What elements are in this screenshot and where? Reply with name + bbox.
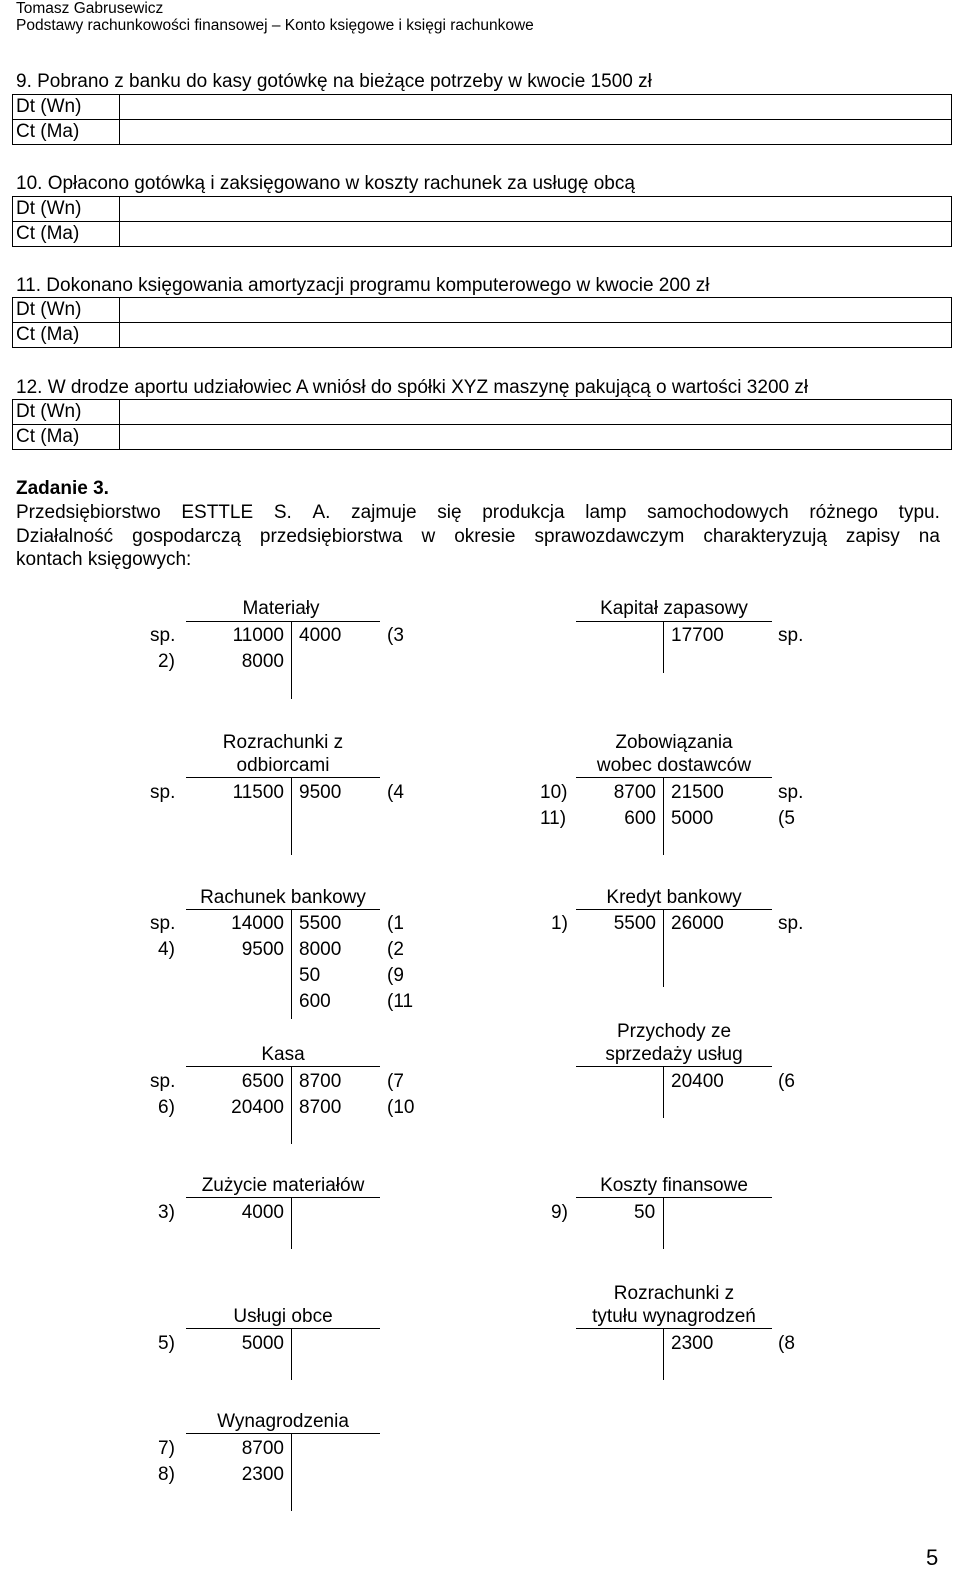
ct-label: Ct (Ma) bbox=[16, 426, 80, 447]
author-name: Tomasz Gabrusewicz bbox=[16, 0, 164, 17]
ct-label: Ct (Ma) bbox=[16, 223, 80, 244]
ct-label: Ct (Ma) bbox=[16, 121, 80, 142]
zadanie-line-2: Działalność gospodarczą przedsiębiorstwa w okresie sprawozdawczym charakteryzują zapisy na bbox=[16, 526, 940, 547]
zadanie-line-1: Przedsiębiorstwo ESTTLE S. A. zajmuje się produkcja lamp samochodowych różnego typu. bbox=[16, 502, 940, 523]
task-11-entry-table bbox=[12, 297, 952, 348]
task-9-entry-table bbox=[12, 94, 952, 145]
dt-label: Dt (Wn) bbox=[16, 299, 82, 320]
dt-label: Dt (Wn) bbox=[16, 96, 82, 117]
task-9-text: 9. Pobrano z banku do kasy gotówkę na bieżące potrzeby w kwocie 1500 zł bbox=[16, 71, 652, 92]
task-10-entry-table bbox=[12, 196, 952, 247]
zadanie-line-3: kontach księgowych: bbox=[16, 549, 192, 570]
zadanie-title: Zadanie 3. bbox=[16, 478, 109, 499]
task-12-text: 12. W drodze aportu udziałowiec A wniósł do spółki XYZ maszynę pakującą o wartości 3200 zł bbox=[16, 377, 809, 398]
dt-label: Dt (Wn) bbox=[16, 198, 82, 219]
document-subtitle: Podstawy rachunkowości finansowej – Konto księgowe i księgi rachunkowe bbox=[16, 17, 534, 34]
ct-label: Ct (Ma) bbox=[16, 324, 80, 345]
dt-label: Dt (Wn) bbox=[16, 401, 82, 422]
task-11-text: 11. Dokonano księgowania amortyzacji programu komputerowego w kwocie 200 zł bbox=[16, 275, 710, 296]
task-10-text: 10. Opłacono gotówką i zaksięgowano w koszty rachunek za usługę obcą bbox=[16, 173, 635, 194]
task-12-entry-table bbox=[12, 399, 952, 450]
page-number: 5 bbox=[926, 1545, 939, 1570]
